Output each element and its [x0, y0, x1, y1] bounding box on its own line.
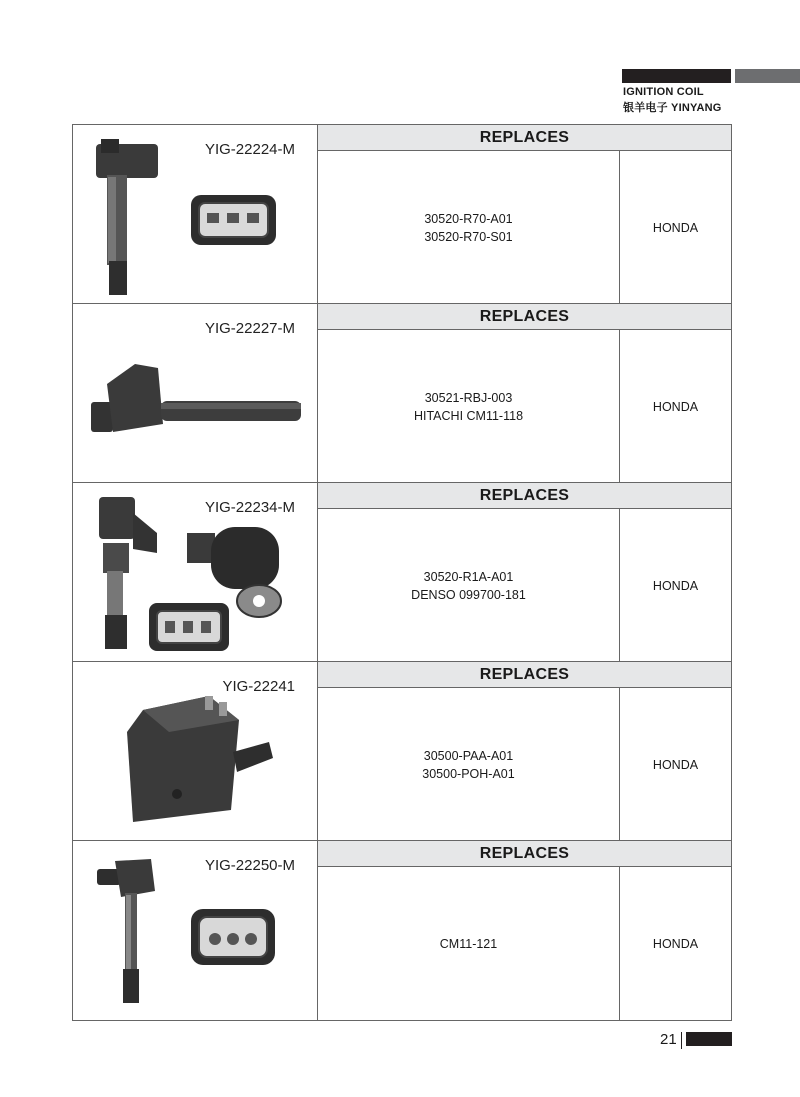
replaces-header: REPLACES [318, 125, 731, 151]
model-number: YIG-22227-M [204, 320, 295, 337]
oem-number: CM11-121 [439, 936, 498, 951]
oem-number: 30521-RBJ-003 [424, 390, 513, 405]
model-number: YIG-22224-M [204, 141, 295, 158]
header-category: IGNITION COIL [623, 86, 704, 98]
catalog-entry [73, 483, 731, 662]
vehicle-make: HONDA [652, 936, 699, 951]
header-bar-grey [735, 69, 800, 83]
oem-number: HITACHI CM11-118 [413, 408, 524, 423]
vehicle-make: HONDA [652, 220, 699, 235]
catalog-table [72, 124, 732, 1021]
footer-bar [686, 1032, 732, 1046]
product-image-cell [73, 841, 318, 1020]
oem-numbers [318, 330, 620, 483]
oem-numbers [318, 867, 620, 1020]
page-separator [681, 1032, 682, 1049]
catalog-entry [73, 304, 731, 483]
oem-numbers [318, 509, 620, 662]
header-brand: 银羊电子 YINYANG [623, 102, 722, 114]
oem-number: DENSO 099700-181 [411, 587, 526, 602]
product-image-cell [73, 483, 318, 661]
page-number: 21 [660, 1031, 677, 1048]
replaces-header: REPLACES [318, 662, 731, 688]
product-image-cell [73, 125, 318, 303]
oem-numbers [318, 151, 620, 304]
oem-number: 30520-R70-S01 [424, 229, 513, 244]
model-number: YIG-22234-M [204, 499, 295, 516]
product-image-cell [73, 662, 318, 840]
replaces-header: REPLACES [318, 483, 731, 509]
model-number: YIG-22241 [222, 678, 295, 695]
oem-number: 30500-POH-A01 [422, 766, 515, 781]
product-image-cell [73, 304, 318, 482]
model-number: YIG-22250-M [204, 857, 295, 874]
vehicle-make: HONDA [652, 757, 699, 772]
catalog-entry [73, 662, 731, 841]
replaces-header: REPLACES [318, 841, 731, 867]
catalog-entry [73, 841, 731, 1020]
oem-number: 30520-R70-A01 [424, 211, 513, 226]
oem-number: 30520-R1A-A01 [423, 569, 514, 584]
vehicle-make: HONDA [652, 578, 699, 593]
oem-number: 30500-PAA-A01 [423, 748, 514, 763]
header-bar-dark [622, 69, 731, 83]
vehicle-make: HONDA [652, 399, 699, 414]
oem-numbers [318, 688, 620, 841]
catalog-entry [73, 125, 731, 304]
replaces-header: REPLACES [318, 304, 731, 330]
